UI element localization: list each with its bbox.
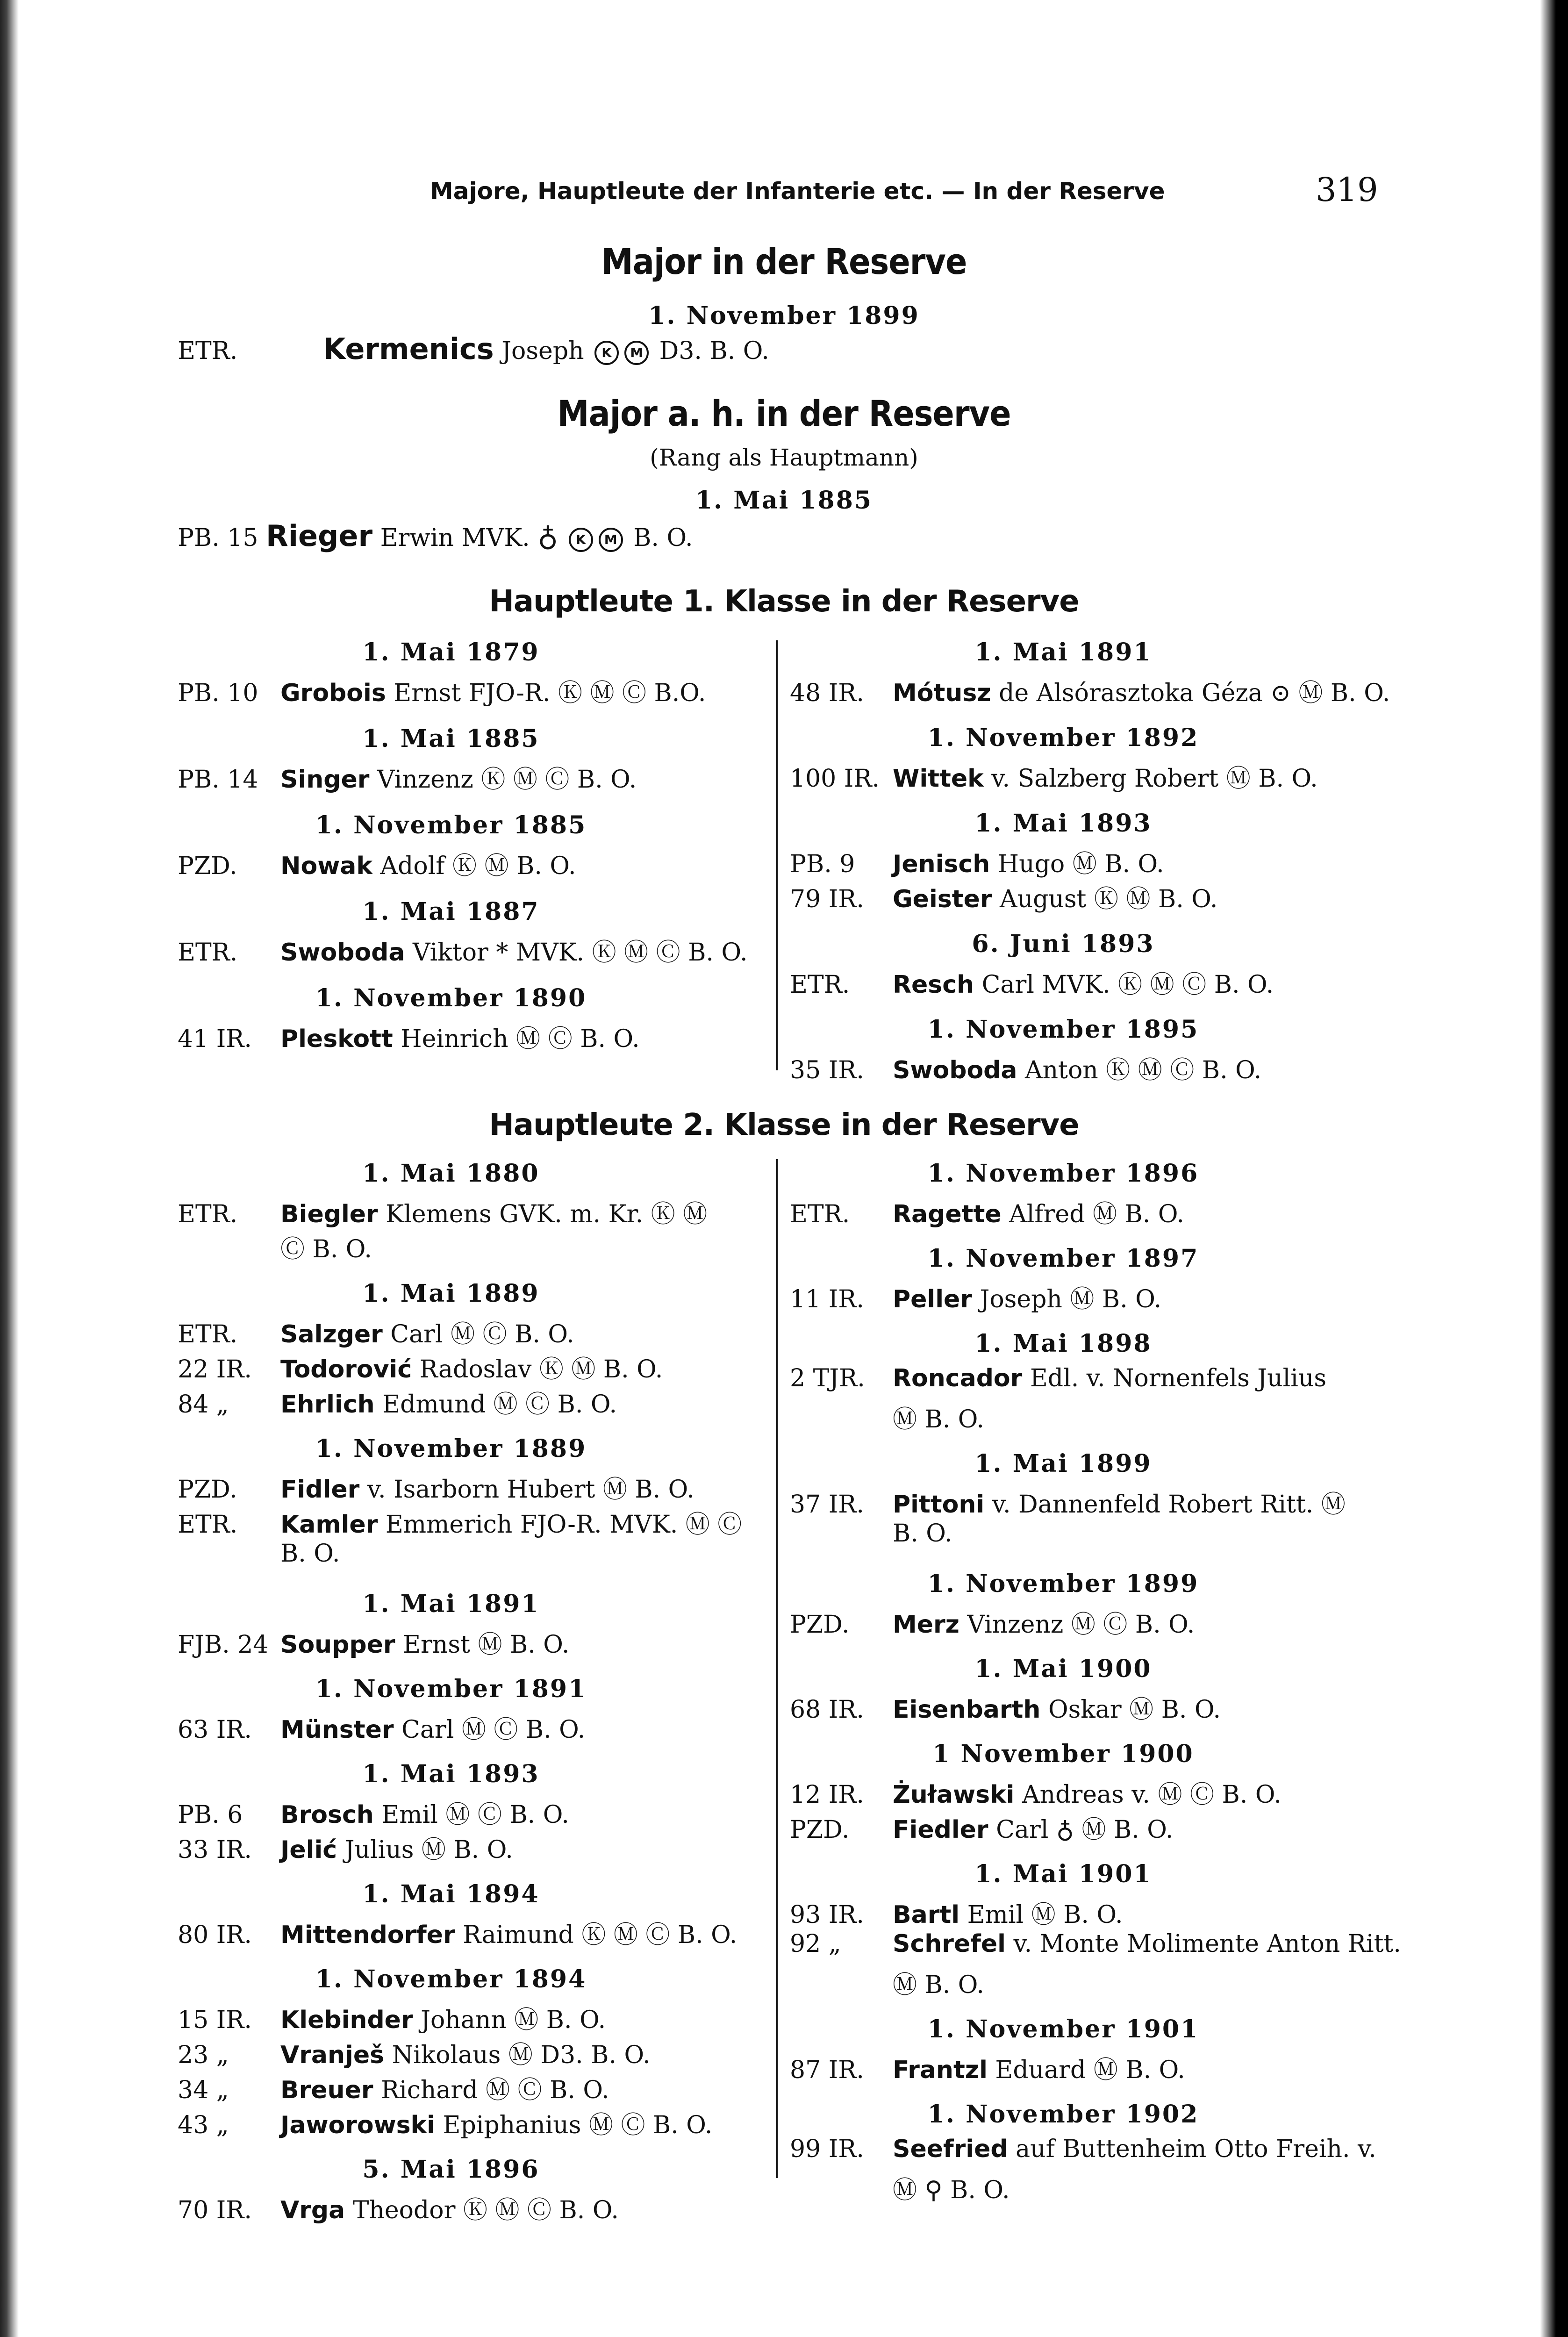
group-date: 1. November 1885 — [315, 811, 587, 839]
entry-rest: Joseph Ⓜ B. O. — [972, 1285, 1162, 1313]
entry-unit: 79 IR. — [790, 885, 864, 913]
entry-name: Peller — [893, 1285, 972, 1313]
entry-unit: PB. 14 — [178, 766, 258, 794]
roster-entry — [790, 844, 1164, 879]
roster-entry — [790, 1965, 984, 2000]
section-title-major-ah: Major a. h. in der Reserve — [557, 393, 1011, 434]
entry-rest: Edmund Ⓜ Ⓒ B. O. — [374, 1391, 617, 1419]
entry-name: Resch — [893, 971, 974, 999]
roster-entry — [178, 2190, 619, 2225]
entry-unit: 92 „ — [790, 1930, 841, 1958]
roster-entry — [178, 1384, 617, 1419]
roster-entry — [790, 1810, 1173, 1845]
entry-name: Grobois — [280, 679, 386, 707]
entry-rest: Ⓒ B. O. — [280, 1235, 372, 1263]
entry-unit: PZD. — [790, 1611, 850, 1639]
entry-major — [178, 332, 769, 366]
group-date: 1. November 1902 — [927, 2100, 1199, 2129]
roster-entry — [790, 1895, 1123, 1930]
entry-name: Biegler — [280, 1200, 378, 1228]
entry-unit: 34 „ — [178, 2076, 229, 2104]
entry-rest: B. O. — [280, 1540, 340, 1568]
entry-rest: v. Salzberg Robert Ⓜ B. O. — [983, 765, 1318, 793]
roster-entry — [178, 1470, 695, 1505]
entry-name: Frantzl — [893, 2056, 988, 2084]
group-date: 1. November 1889 — [315, 1434, 587, 1463]
entry-name: Vrga — [280, 2196, 345, 2224]
entry-rest: Emil Ⓜ Ⓒ B. O. — [373, 1801, 569, 1829]
entry-name: Rieger — [265, 519, 373, 553]
roster-entry — [178, 1229, 372, 1264]
group-date: 1. Mai 1893 — [362, 1760, 540, 1788]
entry-name: Jelić — [280, 1836, 337, 1864]
entry-name: Eisenbarth — [893, 1696, 1041, 1724]
roster-entry — [178, 1540, 340, 1568]
entry-name: Roncador — [893, 1364, 1023, 1392]
entry-rest: Ⓜ B. O. — [893, 1971, 984, 1999]
group-date: 1. Mai 1900 — [974, 1655, 1152, 1683]
entry-unit: 11 IR. — [790, 1285, 864, 1313]
roster-entry — [178, 2000, 606, 2035]
entry-unit: PZD. — [178, 852, 237, 880]
entry-rest: Raimund Ⓚ Ⓜ Ⓒ B. O. — [455, 1921, 737, 1949]
entry-unit: 41 IR. — [178, 1025, 252, 1053]
entry-name: Brosch — [280, 1801, 374, 1829]
group-date: 1 November 1900 — [932, 1740, 1194, 1768]
entry-rest: v. Dannenfeld Robert Ritt. Ⓜ — [984, 1491, 1346, 1519]
entry-rest: Ⓜ B. O. — [893, 1405, 984, 1434]
group-date: 1. November 1890 — [315, 984, 587, 1012]
entry-name: Pleskott — [280, 1025, 393, 1053]
roster-entry — [790, 1050, 1261, 1085]
section-title-major: Major in der Reserve — [601, 241, 967, 282]
entry-unit: ETR. — [790, 1200, 850, 1228]
roster-entry — [790, 1775, 1282, 1810]
rang-note: (Rang als Hauptmann) — [650, 444, 918, 471]
entry-name: Swoboda — [893, 1056, 1017, 1084]
entry-major-ah — [178, 519, 693, 553]
entry-rest: Carl ♁ Ⓜ B. O. — [988, 1816, 1174, 1844]
roster-entry — [790, 759, 1318, 794]
entry-unit: 43 „ — [178, 2111, 229, 2139]
roster-entry — [178, 1194, 707, 1229]
entry-unit: FJB. 24 — [178, 1631, 269, 1659]
entry-unit: PB. 9 — [790, 850, 855, 878]
entry-unit: 70 IR. — [178, 2196, 252, 2224]
roster-entry — [790, 1605, 1195, 1640]
entry-rest: Epiphanius Ⓜ Ⓒ B. O. — [435, 2111, 713, 2139]
entry-name: Nowak — [280, 852, 372, 880]
entry-rest: Theodor Ⓚ Ⓜ Ⓒ B. O. — [345, 2196, 619, 2224]
roster-entry — [790, 1279, 1161, 1314]
section-title-h1: Hauptleute 1. Klasse in der Reserve — [489, 584, 1079, 619]
roster-entry — [790, 2170, 1010, 2205]
entry-unit: 22 IR. — [178, 1355, 252, 1384]
entry-unit: ETR. — [178, 939, 238, 967]
entry-name: Żuławski — [893, 1781, 1015, 1809]
roster-entry — [790, 1690, 1221, 1725]
entry-unit: PZD. — [790, 1816, 850, 1844]
roster-entry — [790, 1364, 1326, 1392]
entry-given: Erwin MVK. — [380, 524, 530, 552]
entry-rest: Heinrich Ⓜ Ⓒ B. O. — [393, 1025, 640, 1053]
entry-unit: 100 IR. — [790, 765, 880, 793]
roster-entry — [178, 1915, 737, 1950]
entry-rest: B. O. — [893, 1520, 952, 1548]
entry-unit: 2 TJR. — [790, 1364, 865, 1392]
entry-unit: PB. 10 — [178, 679, 258, 707]
roster-entry — [790, 965, 1274, 1000]
entry-rest: August Ⓚ Ⓜ B. O. — [992, 885, 1218, 913]
page-number: 319 — [1316, 171, 1378, 209]
group-date: 1. November 1896 — [927, 1159, 1199, 1188]
roster-entry — [790, 1520, 952, 1548]
group-date: 1. November 1899 — [927, 1570, 1199, 1598]
entry-rest: Johann Ⓜ B. O. — [413, 2006, 606, 2034]
entry-unit: 68 IR. — [790, 1696, 864, 1724]
entry-rest: v. Isarborn Hubert Ⓜ B. O. — [359, 1476, 695, 1504]
entry-rest: Alfred Ⓜ B. O. — [1001, 1200, 1184, 1228]
roster-entry — [178, 1830, 513, 1865]
roster-entry — [178, 2105, 712, 2140]
entry-rest: Oskar Ⓜ B. O. — [1040, 1696, 1221, 1724]
entry-rest: Vinzenz Ⓚ Ⓜ Ⓒ B. O. — [369, 766, 637, 794]
roster-entry — [178, 1314, 574, 1349]
roster-entry — [790, 879, 1217, 914]
entry-rest: Ernst FJO-R. Ⓚ Ⓜ Ⓒ B.O. — [386, 679, 706, 707]
group-date: 1. November 1895 — [927, 1015, 1199, 1044]
entry-rest: de Alsórasztoka Géza ⊙ Ⓜ B. O. — [991, 679, 1390, 707]
entry-unit: ETR. — [178, 1511, 238, 1539]
entry-unit: PB. 15 — [178, 524, 258, 552]
entry-rest: auf Buttenheim Otto Freih. v. — [1008, 2135, 1376, 2163]
group-date: 1. November 1892 — [927, 724, 1199, 752]
roster-entry — [178, 1795, 569, 1830]
roster-entry — [790, 1399, 984, 1434]
entry-name: Seefried — [893, 2135, 1008, 2163]
entry-rest: Eduard Ⓜ B. O. — [987, 2056, 1185, 2084]
k-badge-icon: K — [569, 528, 593, 552]
entry-unit: ETR. — [178, 337, 238, 365]
entry-unit: 48 IR. — [790, 679, 864, 707]
group-date: 1. Mai 1880 — [362, 1159, 540, 1188]
entry-unit: 93 IR. — [790, 1901, 864, 1929]
roster-entry — [790, 2135, 1376, 2163]
entry-unit: 99 IR. — [790, 2135, 864, 2163]
entry-unit: 35 IR. — [790, 1056, 864, 1084]
entry-name: Mótusz — [893, 679, 991, 707]
roster-entry — [178, 932, 748, 968]
entry-unit: 80 IR. — [178, 1921, 252, 1949]
k-badge-icon: K — [594, 341, 619, 365]
roster-entry — [178, 1505, 742, 1540]
group-date: 1. Mai 1893 — [974, 809, 1152, 838]
entry-name: Münster — [280, 1716, 394, 1744]
running-title: Majore, Hauptleute der Infanterie etc. — In der Reserve — [430, 178, 1165, 205]
group-date: 1. Mai 1879 — [362, 638, 540, 667]
entry-unit: ETR. — [178, 1320, 238, 1348]
entry-name: Jaworowski — [280, 2111, 435, 2139]
entry-name: Geister — [893, 885, 992, 913]
entry-rest: Edl. v. Nornenfels Julius — [1022, 1364, 1327, 1392]
entry-rest: Radoslav Ⓚ Ⓜ B. O. — [412, 1355, 663, 1384]
entry-unit: PB. 6 — [178, 1801, 243, 1829]
cross-icon: ♁ — [537, 520, 558, 553]
roster-entry — [178, 846, 576, 881]
group-date: 1. November 1891 — [315, 1675, 587, 1703]
entry-name: Ragette — [893, 1200, 1002, 1228]
roster-entry — [178, 2035, 651, 2070]
entry-rest: v. Monte Molimente Anton Ritt. — [1005, 1930, 1401, 1958]
roster-entry — [178, 1349, 663, 1384]
roster-entry — [790, 1484, 1346, 1520]
section-title-h2: Hauptleute 2. Klasse in der Reserve — [489, 1108, 1079, 1142]
entry-tail: D3. B. O. — [659, 337, 769, 365]
entry-name: Merz — [893, 1611, 959, 1639]
entry-name: Salzger — [280, 1320, 383, 1348]
m-badge-icon: M — [599, 528, 623, 552]
group-date: 1. November 1894 — [315, 1965, 587, 1993]
entry-name: Wittek — [893, 765, 984, 793]
group-date: 5. Mai 1896 — [362, 2155, 540, 2184]
entry-name: Mittendorfer — [280, 1921, 455, 1949]
m-badge-icon: M — [624, 341, 649, 365]
entry-name: Bartl — [893, 1901, 960, 1929]
entry-name: Ehrlich — [280, 1391, 375, 1419]
entry-rest: Emil Ⓜ B. O. — [959, 1901, 1123, 1929]
entry-unit: 87 IR. — [790, 2056, 864, 2084]
entry-rest: Richard Ⓜ Ⓒ B. O. — [373, 2076, 609, 2104]
entry-unit: ETR. — [790, 971, 850, 999]
entry-rest: Julius Ⓜ B. O. — [337, 1836, 513, 1864]
group-date: 1. Mai 1889 — [362, 1279, 540, 1308]
entry-unit: 63 IR. — [178, 1716, 252, 1744]
group-date: 1. November 1897 — [927, 1244, 1199, 1273]
date-major: 1. November 1899 — [648, 301, 920, 330]
roster-entry — [790, 1930, 1401, 1958]
entry-rest: Vinzenz Ⓜ Ⓒ B. O. — [959, 1611, 1195, 1639]
roster-entry — [178, 1019, 640, 1054]
entry-name: Fiedler — [893, 1816, 988, 1844]
entry-rest: Nikolaus Ⓜ D3. B. O. — [384, 2041, 651, 2069]
entry-name: Jenisch — [893, 850, 990, 878]
entry-unit: 15 IR. — [178, 2006, 252, 2034]
group-date: 1. Mai 1898 — [974, 1329, 1152, 1358]
group-date: 1. November 1901 — [927, 2015, 1199, 2043]
group-date: 1. Mai 1899 — [974, 1449, 1152, 1478]
entry-rest: Adolf Ⓚ Ⓜ B. O. — [372, 852, 576, 880]
group-date: 1. Mai 1887 — [362, 897, 540, 926]
scan-edge-left — [0, 0, 19, 2337]
column-divider — [776, 640, 778, 1070]
roster-entry — [178, 673, 706, 708]
entry-unit: 37 IR. — [790, 1491, 864, 1519]
entry-name: Kermenics — [323, 332, 494, 366]
entry-rest: Ⓜ ⚲ B. O. — [893, 2176, 1010, 2204]
entry-rest: Anton Ⓚ Ⓜ Ⓒ B. O. — [1017, 1056, 1262, 1084]
group-date: 1. Mai 1894 — [362, 1880, 540, 1908]
roster-entry — [790, 1194, 1184, 1229]
entry-name: Soupper — [280, 1631, 395, 1659]
entry-rest: Andreas v. Ⓜ Ⓒ B. O. — [1014, 1781, 1282, 1809]
scan-edge-right — [1540, 0, 1568, 2337]
roster-entry — [178, 760, 637, 795]
group-date: 1. Mai 1885 — [362, 724, 540, 753]
date-major-ah: 1. Mai 1885 — [695, 486, 873, 515]
entry-name: Breuer — [280, 2076, 373, 2104]
entry-rest: Carl Ⓜ Ⓒ B. O. — [382, 1320, 574, 1348]
group-date: 1. Mai 1901 — [974, 1860, 1152, 1888]
roster-entry — [790, 2050, 1185, 2085]
entry-tail: B. O. — [633, 524, 693, 552]
entry-name: Singer — [280, 766, 370, 794]
roster-entry — [178, 1710, 585, 1745]
roster-entry — [790, 673, 1390, 708]
entry-rest: Viktor * MVK. Ⓚ Ⓜ Ⓒ B. O. — [405, 939, 748, 967]
entry-unit: 33 IR. — [178, 1836, 252, 1864]
entry-unit: PZD. — [178, 1476, 237, 1504]
entry-name: Kamler — [280, 1511, 378, 1539]
entry-name: Vranješ — [280, 2041, 385, 2069]
entry-given: Joseph — [501, 337, 584, 365]
entry-name: Fidler — [280, 1476, 360, 1504]
group-date: 1. Mai 1891 — [362, 1590, 540, 1618]
entry-rest: Carl Ⓜ Ⓒ B. O. — [394, 1716, 586, 1744]
entry-name: Swoboda — [280, 939, 405, 967]
entry-name: Todorović — [280, 1355, 412, 1384]
entry-rest: Carl MVK. Ⓚ Ⓜ Ⓒ B. O. — [974, 971, 1274, 999]
entry-unit: 23 „ — [178, 2041, 229, 2069]
entry-name: Klebinder — [280, 2006, 413, 2034]
group-date: 6. Juni 1893 — [972, 930, 1155, 958]
roster-entry — [178, 1625, 569, 1660]
entry-unit: ETR. — [178, 1200, 238, 1228]
entry-rest: Klemens GVK. m. Kr. Ⓚ Ⓜ — [378, 1200, 708, 1228]
roster-entry — [178, 2070, 609, 2105]
entry-rest: Ernst Ⓜ B. O. — [395, 1631, 570, 1659]
entry-name: Pittoni — [893, 1491, 985, 1519]
entry-unit: 12 IR. — [790, 1781, 864, 1809]
entry-rest: Emmerich FJO-R. MVK. Ⓜ Ⓒ — [378, 1511, 742, 1539]
entry-name: Schrefel — [893, 1930, 1006, 1958]
group-date: 1. Mai 1891 — [974, 638, 1152, 667]
entry-rest: Hugo Ⓜ B. O. — [990, 850, 1164, 878]
entry-unit: 84 „ — [178, 1391, 229, 1419]
